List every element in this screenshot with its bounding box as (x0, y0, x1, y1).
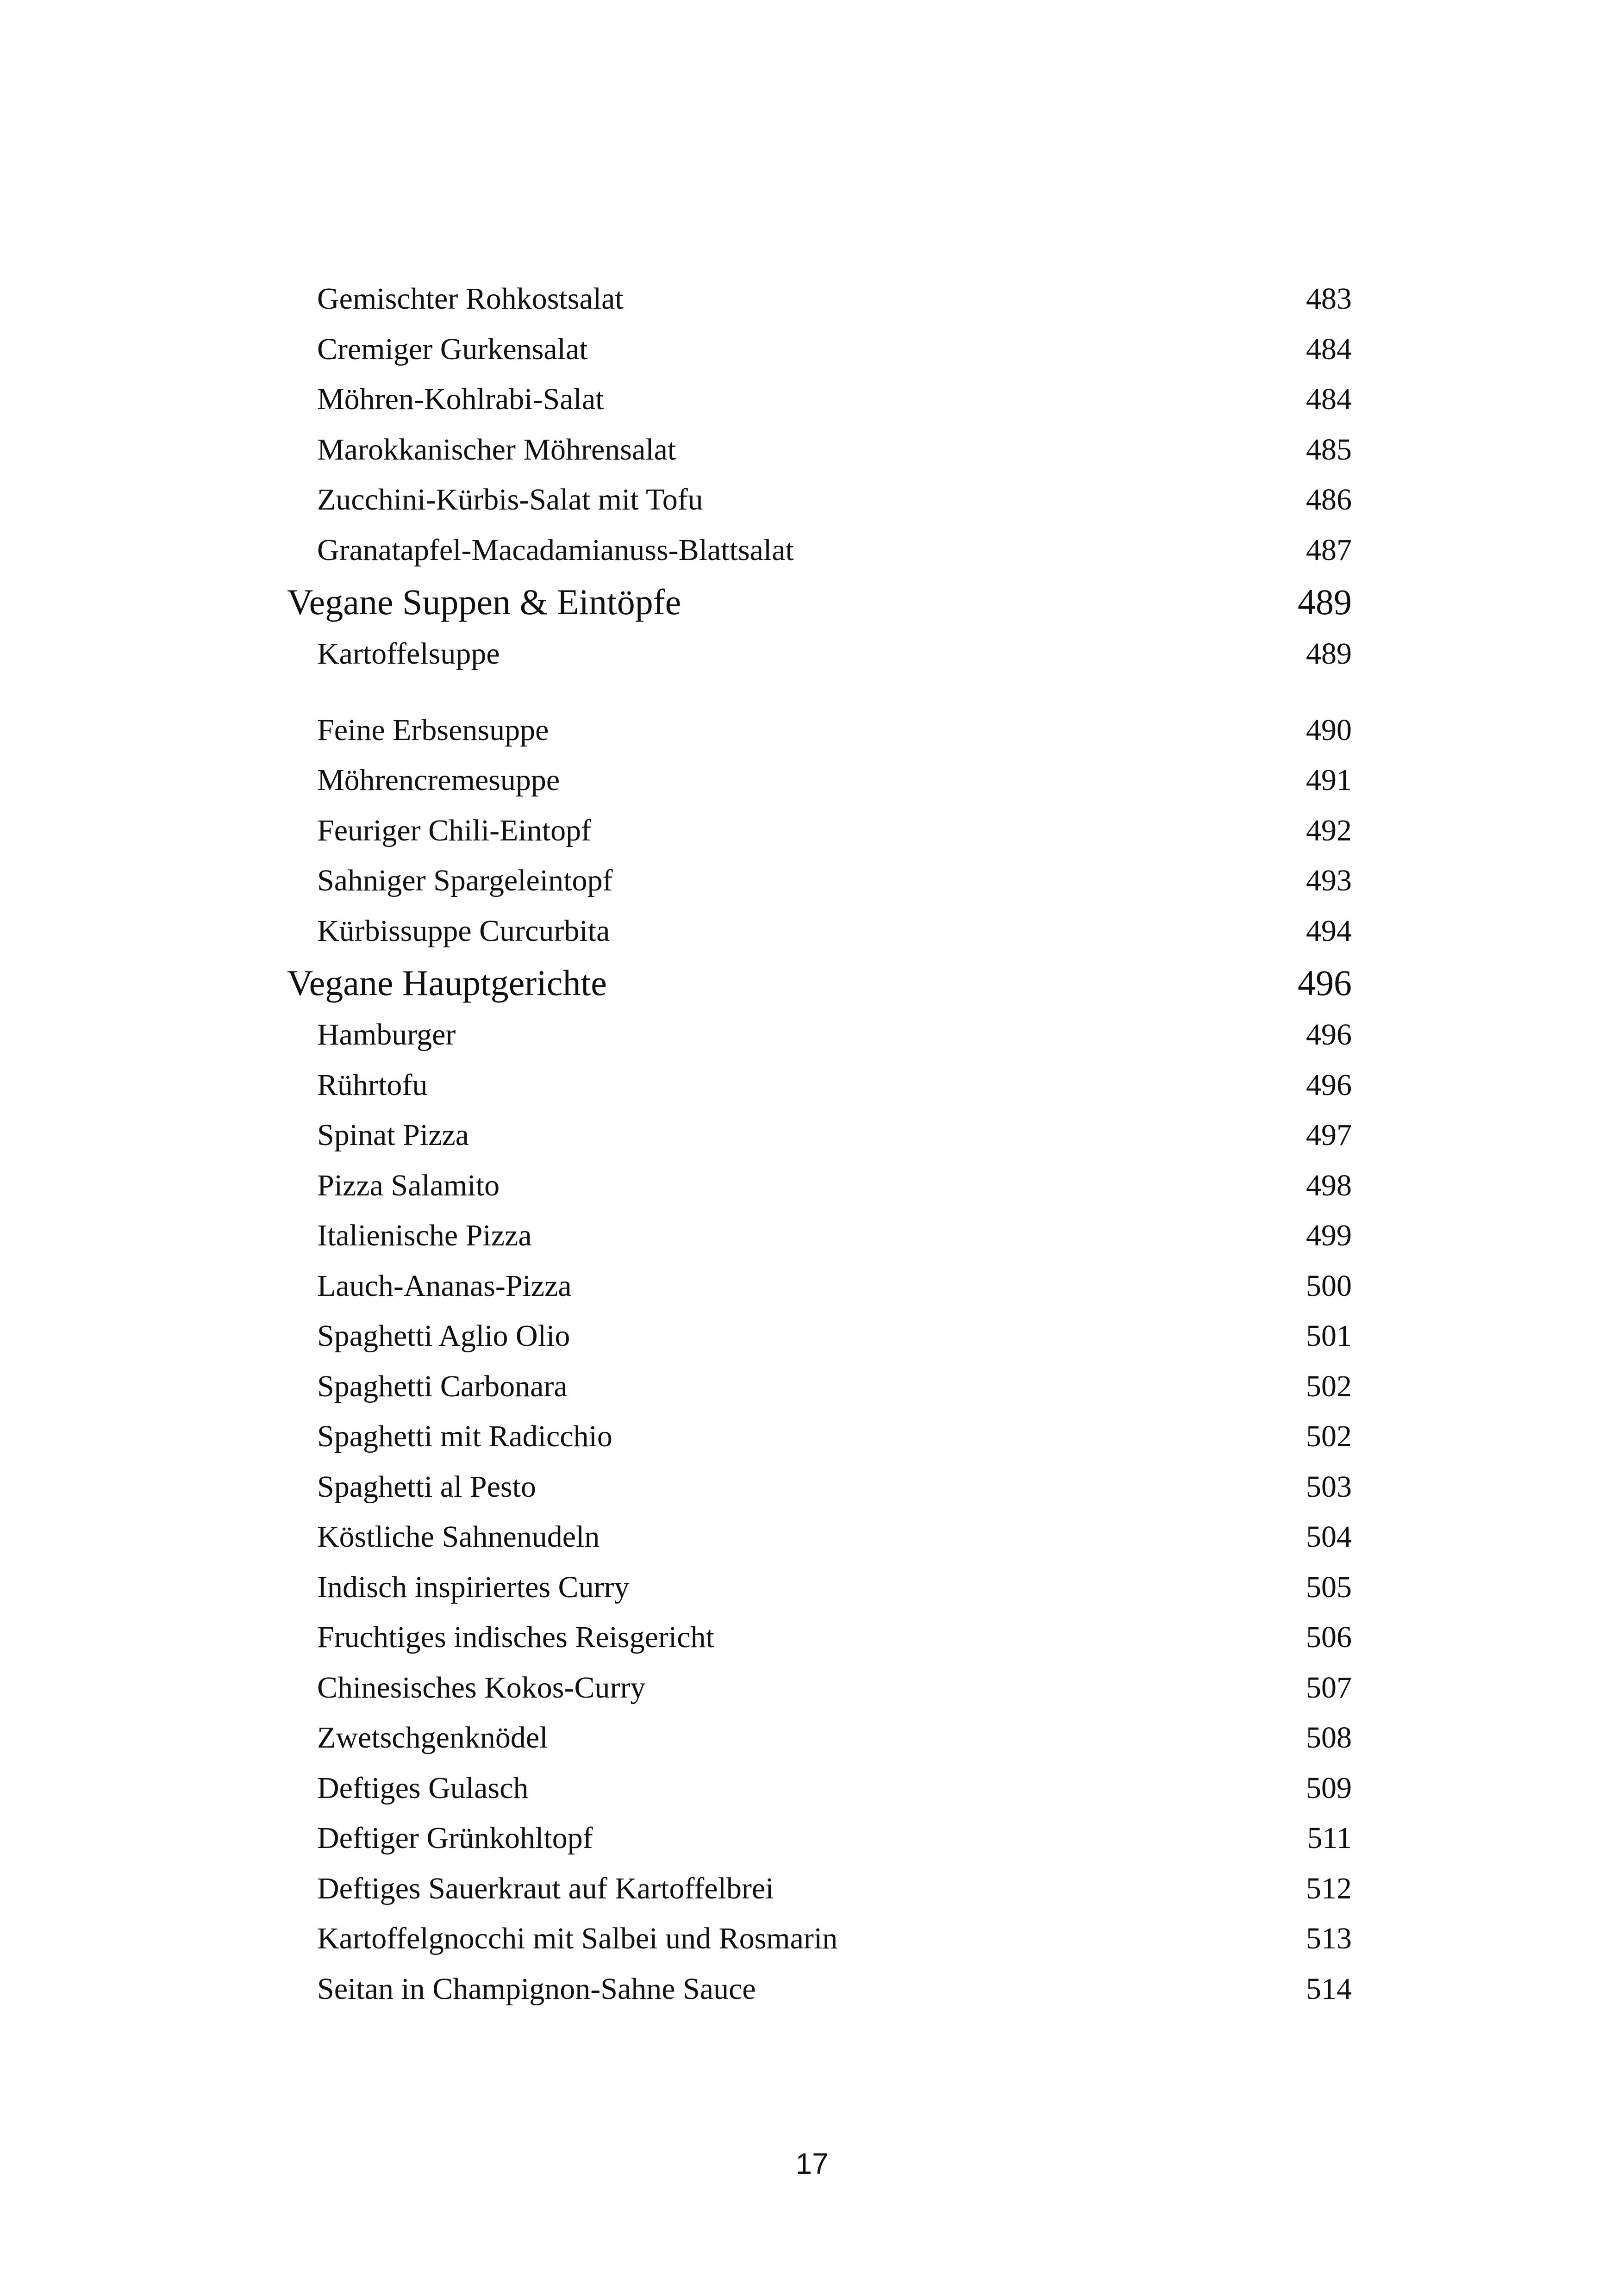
toc-entry-title: Kürbissuppe Curcurbita (317, 914, 610, 948)
toc-entry (287, 1663, 1352, 1713)
toc-entry-page: 493 (1306, 864, 1352, 897)
toc-entry (287, 1964, 1352, 2015)
toc-entry (287, 1612, 1352, 1663)
toc-entry-page: 505 (1306, 1570, 1352, 1604)
toc-entry-title: Zucchini-Kürbis-Salat mit Tofu (317, 483, 703, 516)
toc-entry-title: Deftiges Gulasch (317, 1771, 529, 1805)
toc-entry-title: Seitan in Champignon-Sahne Sauce (317, 1972, 756, 2006)
toc-entry-title: Spaghetti al Pesto (317, 1469, 536, 1504)
toc-entry (287, 274, 1352, 324)
toc-entry-title: Italienische Pizza (317, 1219, 532, 1252)
toc-entry-page: 504 (1306, 1520, 1352, 1554)
toc-entry-page: 502 (1306, 1369, 1352, 1403)
toc-entry-title: Hamburger (317, 1018, 456, 1052)
toc-entry-title: Kartoffelgnocchi mit Salbei und Rosmarin (317, 1922, 838, 1955)
toc-entry-page: 496 (1306, 1018, 1352, 1052)
toc-entry (287, 324, 1352, 375)
toc-entry-title: Köstliche Sahnenudeln (317, 1520, 600, 1554)
toc-entry-title: Deftiges Sauerkraut auf Kartoffelbrei (317, 1871, 774, 1905)
toc-entry-title: Feine Erbsensuppe (317, 713, 549, 747)
toc-entry-page: 509 (1306, 1771, 1352, 1805)
toc-entry-title: Sahniger Spargeleintopf (317, 864, 613, 897)
toc-entry-title: Kartoffelsuppe (317, 637, 500, 671)
toc-entry-page: 503 (1306, 1469, 1352, 1504)
toc-entry-title: Chinesisches Kokos-Curry (317, 1670, 646, 1705)
toc-entry-title: Zwetschgenknödel (317, 1721, 548, 1755)
toc-entry (287, 1763, 1352, 1814)
toc-entry-page: 490 (1306, 713, 1352, 747)
toc-entry-title: Möhren-Kohlrabi-Salat (317, 382, 604, 416)
toc-entry-title: Feuriger Chili-Eintopf (317, 813, 592, 847)
toc-entry-title: Lauch-Ananas-Pizza (317, 1269, 572, 1303)
toc-entry (287, 525, 1352, 576)
toc-entry-page: 501 (1306, 1319, 1352, 1353)
toc-entry-title: Rührtofu (317, 1068, 428, 1102)
toc-entry-page: 508 (1306, 1721, 1352, 1755)
toc-entry-page: 507 (1306, 1670, 1352, 1705)
toc-entry (287, 1362, 1352, 1412)
toc-entry-page: 498 (1306, 1168, 1352, 1202)
toc-entry-page: 500 (1306, 1269, 1352, 1303)
toc-entry (287, 1161, 1352, 1211)
toc-entry-title: Fruchtiges indisches Reisgericht (317, 1620, 714, 1654)
toc-entry (287, 1060, 1352, 1111)
toc-entry (287, 1211, 1352, 1261)
toc-entry (287, 374, 1352, 425)
toc-entry (287, 806, 1352, 856)
toc-entry-page: 511 (1307, 1821, 1352, 1855)
toc-entry-title: Granatapfel-Macadamianuss-Blattsalat (317, 533, 794, 567)
toc-entry (287, 629, 1352, 679)
toc-section (287, 956, 1352, 1010)
toc-entry (287, 1813, 1352, 1864)
toc-entry-page: 491 (1306, 763, 1352, 797)
toc-entry-page: 484 (1306, 332, 1352, 366)
toc-entry (287, 705, 1352, 756)
toc-entry-page: 497 (1306, 1118, 1352, 1152)
toc-entry-page: 494 (1306, 914, 1352, 948)
toc-section-page: 496 (1298, 963, 1352, 1003)
toc-entry (287, 1261, 1352, 1312)
toc-entry (287, 1562, 1352, 1613)
toc-entry (287, 1412, 1352, 1462)
toc-entry-title: Spaghetti Aglio Olio (317, 1319, 570, 1353)
toc-entry (287, 1010, 1352, 1060)
toc-entry-title: Pizza Salamito (317, 1168, 500, 1202)
toc-entry (287, 1713, 1352, 1763)
toc-section (287, 575, 1352, 629)
toc-entry (287, 1864, 1352, 1914)
toc-entry-page: 513 (1306, 1922, 1352, 1955)
toc-entry-page: 492 (1306, 813, 1352, 847)
toc-entry-page: 483 (1306, 282, 1352, 316)
toc-entry (287, 425, 1352, 475)
toc-entry-title: Spaghetti Carbonara (317, 1369, 568, 1403)
toc-entry-page: 502 (1306, 1419, 1352, 1453)
toc-entry-page: 484 (1306, 382, 1352, 416)
toc-entry-page: 514 (1306, 1972, 1352, 2006)
toc-entry (287, 856, 1352, 906)
toc-entry-title: Gemischter Rohkostsalat (317, 282, 624, 316)
toc-section-page: 489 (1298, 582, 1352, 622)
toc-section-title: Vegane Suppen & Eintöpfe (287, 582, 681, 622)
toc-entry-page: 486 (1306, 483, 1352, 516)
toc-entry-page: 496 (1306, 1068, 1352, 1102)
toc-entry-page: 485 (1306, 432, 1352, 467)
toc-entry-page: 499 (1306, 1219, 1352, 1252)
toc-entry-title: Möhrencremesuppe (317, 763, 560, 797)
toc-entry-title: Spinat Pizza (317, 1118, 469, 1152)
toc-entry-page: 512 (1306, 1871, 1352, 1905)
toc-entry (287, 1110, 1352, 1161)
toc-entry (287, 1914, 1352, 1964)
toc-entry (287, 755, 1352, 806)
toc-entry-title: Marokkanischer Möhrensalat (317, 432, 676, 467)
toc-entry-page: 487 (1306, 533, 1352, 567)
toc-entry-page: 489 (1306, 637, 1352, 671)
toc-entry (287, 1512, 1352, 1562)
page-number: 17 (795, 2147, 829, 2180)
toc-entry (287, 906, 1352, 957)
toc-entry-title: Spaghetti mit Radicchio (317, 1419, 612, 1453)
table-of-contents (287, 274, 1352, 2014)
toc-entry-page: 506 (1306, 1620, 1352, 1654)
toc-entry (287, 1462, 1352, 1512)
toc-entry-title: Deftiger Grünkohltopf (317, 1821, 593, 1855)
toc-entry-title: Indisch inspiriertes Curry (317, 1570, 630, 1604)
toc-entry (287, 1311, 1352, 1362)
toc-entry-title: Cremiger Gurkensalat (317, 332, 588, 366)
toc-entry (287, 475, 1352, 525)
toc-section-title: Vegane Hauptgerichte (287, 963, 607, 1003)
